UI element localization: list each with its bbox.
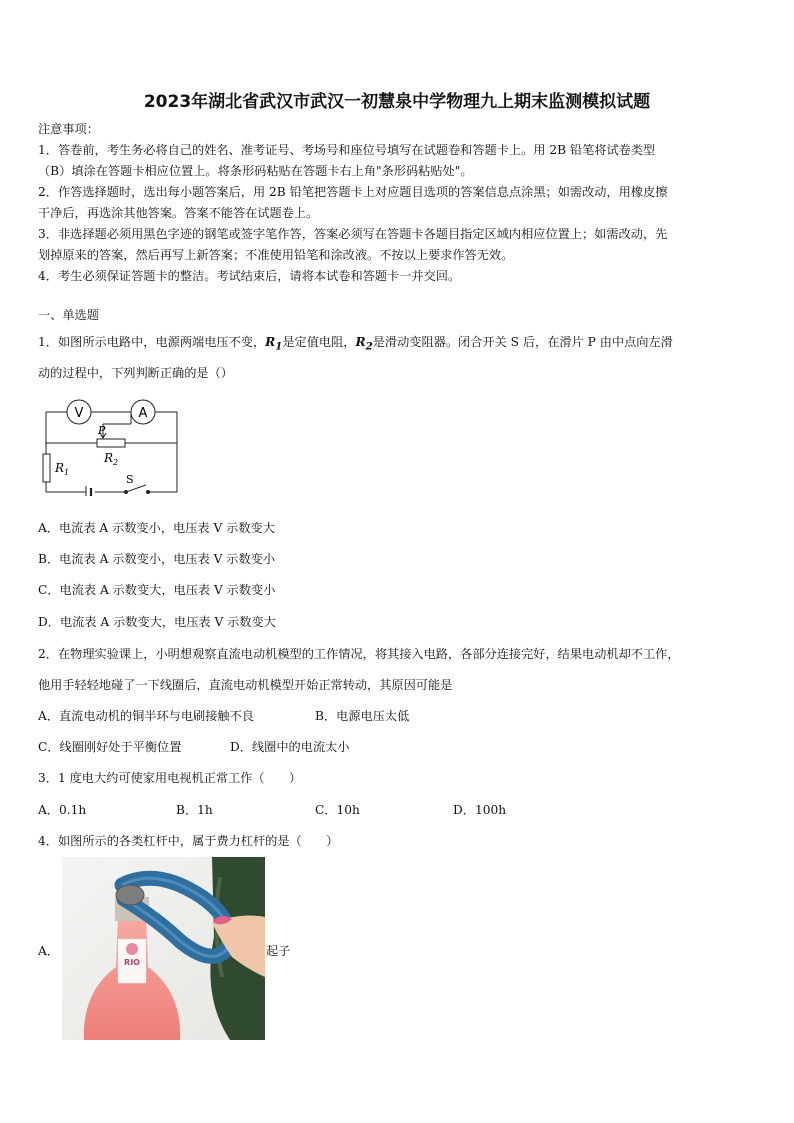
question-3-option-d: D．100h: [453, 803, 507, 817]
question-3-stem: 3．1 度电大约可使家用电视机正常工作（ ）: [38, 771, 302, 785]
question-2-stem-line2: 他用手轻轻地碰了一下线圈后，直流电动机模型开始正常转动，其原因可能是: [38, 678, 453, 692]
ammeter-label: A: [138, 406, 148, 421]
voltmeter-label: V: [74, 406, 84, 421]
question-2-option-c: C．线圈刚好处于平衡位置: [38, 740, 182, 754]
slider-label: P: [98, 424, 106, 437]
bottle-opener-photo: [62, 857, 265, 1040]
question-1-stem-line2: 动的过程中，下列判断正确的是（）: [38, 366, 233, 380]
notice-heading: 注意事项：: [38, 122, 99, 136]
notice-line: 干净后，再选涂其他答案。答案不能答在试题卷上。: [38, 206, 319, 220]
page-title: 2023年湖北省武汉市武汉一初慧泉中学物理九上期末监测模拟试题: [143, 92, 651, 112]
notice-line: 划掉原来的答案，然后再写上新答案；不准使用铅笔和涂改液。不按以上要求作答无效。: [38, 248, 514, 262]
notice-line: 1．答卷前，考生务必将自己的姓名、准考证号、考场号和座位号填写在试题卷和答题卡上。用 2B 铅笔将试卷类型: [38, 143, 656, 157]
notice-line: 2．作答选择题时，选出每小题答案后，用 2B 铅笔把答题卡上对应题目选项的答案信息点涂黑；如需改动，用橡皮擦: [38, 185, 668, 199]
r2-label: $R_2$: [104, 451, 119, 467]
question-2-stem: 2．在物理实验课上，小明想观察直流电动机模型的工作情况，将其接入电路，各部分连接完好，结果电动机却不工作，: [38, 647, 680, 661]
question-1-option-d: D．电流表 A 示数变大，电压表 V 示数变大: [38, 615, 276, 629]
label-brand: RIO: [124, 958, 140, 967]
question-1-stem: 1．如图所示电路中，电源两端电压不变，$R_1$是定值电阻，$R_2$是滑动变阻器。闭合开关 S 后，在滑片 P 由中点向左滑: [38, 335, 673, 353]
question-3-option-c: C．10h: [315, 803, 360, 817]
question-3-option-b: B．1h: [176, 803, 213, 817]
section-heading: 一、单选题: [38, 308, 99, 322]
question-2-option-b: B．电源电压太低: [315, 709, 410, 723]
r2-symbol: $R_2$: [355, 335, 373, 353]
question-4-option-a-text: 起子: [266, 944, 291, 958]
r1-label: $R_1$: [55, 461, 70, 477]
question-1-option-c: C．电流表 A 示数变大，电压表 V 示数变小: [38, 583, 276, 597]
circuit-diagram: [40, 396, 182, 496]
notice-line: 3．非选择题必须用黑色字迹的钢笔或签字笔作答，答案必须写在答题卡各题目指定区域内相应位置上；如需改动，先: [38, 227, 668, 241]
question-2-option-d: D．线圈中的电流太小: [230, 740, 350, 754]
notice-line: 4．考生必须保证答题卡的整洁。考试结束后，请将本试卷和答题卡一并交回。: [38, 269, 461, 283]
question-1-option-a: A．电流表 A 示数变小，电压表 V 示数变大: [38, 521, 275, 535]
question-3-option-a: A．0.1h: [38, 803, 87, 817]
question-4-option-a-label: A．: [38, 944, 59, 958]
notice-line: （B）填涂在答题卡相应位置上。将条形码粘贴在答题卡右上角"条形码粘贴处"。: [38, 164, 473, 178]
question-2-option-a: A．直流电动机的铜半环与电刷接触不良: [38, 709, 254, 723]
question-1-option-b: B．电流表 A 示数变小，电压表 V 示数变小: [38, 552, 276, 566]
switch-label: S: [126, 473, 134, 486]
r1-symbol: $R_1$: [265, 335, 283, 353]
question-4-stem: 4．如图所示的各类杠杆中，属于费力杠杆的是（ ）: [38, 834, 339, 848]
